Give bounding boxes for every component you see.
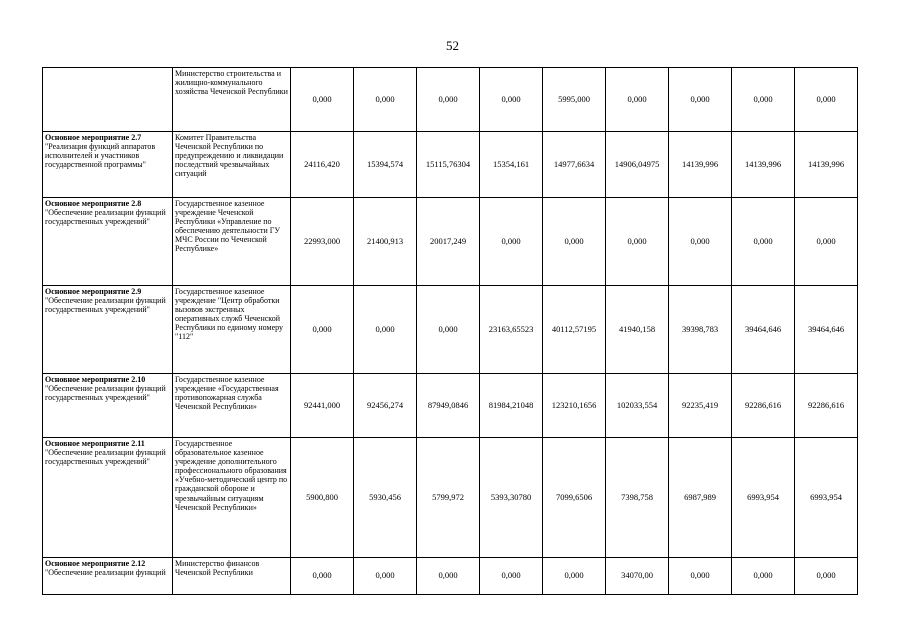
value-cell: 92235,419 [669,374,732,438]
value-cell: 0,000 [480,558,543,595]
event-title: Основное мероприятие 2.8 [45,199,142,208]
value-cell: 39464,646 [795,286,858,374]
value-cell: 0,000 [606,198,669,286]
value-cell: 0,000 [480,198,543,286]
value-cell: 0,000 [417,286,480,374]
event-title: Основное мероприятие 2.10 [45,375,146,384]
value-cell: 81984,21048 [480,374,543,438]
value-cell: 39464,646 [732,286,795,374]
value-cell: 5995,000 [543,68,606,132]
executor-cell: Государственное казенное учреждение «Государственная противопожарная служба Чеченской Республики» [173,374,291,438]
table-row [43,68,858,132]
value-cell: 5393,30780 [480,438,543,558]
event-cell [43,374,173,438]
value-cell: 0,000 [795,558,858,595]
value-cell: 5900,800 [291,438,354,558]
value-cell: 0,000 [669,558,732,595]
value-cell: 23163,65523 [480,286,543,374]
value-cell: 0,000 [669,198,732,286]
executor-cell: Государственное казенное учреждение "Центр обработки вызовов экстренных оперативных служб Чеченской Республики по единому номеру "112" [173,286,291,374]
value-cell: 20017,249 [417,198,480,286]
value-cell: 15354,161 [480,132,543,198]
value-cell: 0,000 [354,68,417,132]
table-row [43,438,858,558]
event-title: Основное мероприятие 2.11 [45,439,145,448]
event-description: "Обеспечение реализации функций государственных учреждений" [45,384,166,403]
value-cell: 0,000 [732,68,795,132]
value-cell: 0,000 [417,558,480,595]
value-cell: 0,000 [291,286,354,374]
table-row [43,374,858,438]
value-cell: 14139,996 [669,132,732,198]
event-title: Основное мероприятие 2.7 [45,133,142,142]
value-cell: 0,000 [354,286,417,374]
value-cell: 0,000 [669,68,732,132]
executor-cell: Государственное образовательное казенное учреждение дополнительного профессионального образования «Учебно-методический центр по гражданской обороне и чрезвычайным ситуациям Чеченской Республики» [173,438,291,558]
event-description: "Обеспечение реализации функций государственных учреждений" [45,448,166,467]
value-cell: 92286,616 [795,374,858,438]
event-cell [43,438,173,558]
value-cell: 41940,158 [606,286,669,374]
value-cell: 0,000 [543,198,606,286]
value-cell: 6993,954 [795,438,858,558]
value-cell: 0,000 [480,68,543,132]
value-cell: 7398,758 [606,438,669,558]
executor-cell: Комитет Правительства Чеченской Республики по предупреждению и ликвидации последствий чрезвычайных ситуаций [173,132,291,198]
event-cell [43,286,173,374]
value-cell: 6987,989 [669,438,732,558]
value-cell: 24116,420 [291,132,354,198]
value-cell: 14906,04975 [606,132,669,198]
value-cell: 0,000 [732,558,795,595]
event-cell [43,558,173,595]
event-title: Основное мероприятие 2.12 [45,559,146,568]
value-cell: 15394,574 [354,132,417,198]
value-cell: 123210,1656 [543,374,606,438]
event-description: "Обеспечение реализации функций государственных учреждений" [45,296,166,315]
event-description: "Обеспечение реализации функций [45,568,166,578]
value-cell: 92441,000 [291,374,354,438]
value-cell: 14977,6634 [543,132,606,198]
executor-cell: Министерство строительства и жилищно-коммунального хозяйства Чеченской Республики [173,68,291,132]
value-cell: 7099,6506 [543,438,606,558]
value-cell: 0,000 [291,558,354,595]
value-cell: 0,000 [291,68,354,132]
event-cell [43,198,173,286]
value-cell: 39398,783 [669,286,732,374]
table-row [43,286,858,374]
value-cell: 21400,913 [354,198,417,286]
value-cell: 92286,616 [732,374,795,438]
table-row [43,558,858,595]
value-cell: 0,000 [417,68,480,132]
value-cell: 22993,000 [291,198,354,286]
value-cell: 0,000 [795,68,858,132]
value-cell: 5930,456 [354,438,417,558]
value-cell: 14139,996 [732,132,795,198]
event-cell [43,132,173,198]
event-description: "Реализация функций аппаратов исполнителей и участников государственной программы" [45,142,156,170]
value-cell: 15115,76304 [417,132,480,198]
value-cell: 40112,57195 [543,286,606,374]
value-cell: 0,000 [795,198,858,286]
value-cell: 92456,274 [354,374,417,438]
value-cell: 0,000 [543,558,606,595]
event-title: Основное мероприятие 2.9 [45,287,142,296]
value-cell: 0,000 [354,558,417,595]
event-cell [43,68,173,132]
table-row [43,132,858,198]
value-cell: 102033,554 [606,374,669,438]
value-cell: 87949,0846 [417,374,480,438]
value-cell: 5799,972 [417,438,480,558]
table-row [43,198,858,286]
value-cell: 0,000 [606,68,669,132]
value-cell: 0,000 [732,198,795,286]
value-cell: 6993,954 [732,438,795,558]
executor-cell: Государственное казенное учреждение Чеченской Республики «Управление по обеспечению деятельности ГУ МЧС России по Чеченской Республике» [173,198,291,286]
value-cell: 14139,996 [795,132,858,198]
budget-table [42,67,858,595]
value-cell: 34070,00 [606,558,669,595]
page-number: 52 [446,38,459,53]
executor-cell: Министерство финансов Чеченской Республики [173,558,291,595]
event-description: "Обеспечение реализации функций государственных учреждений" [45,208,166,227]
